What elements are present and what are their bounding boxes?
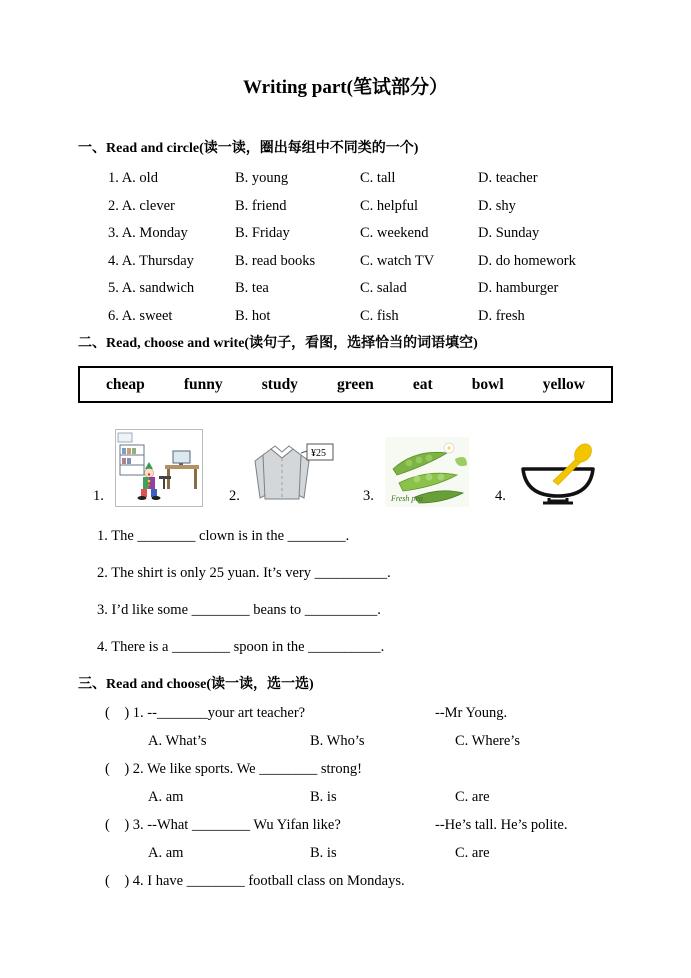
choice-d: D. teacher [478, 170, 538, 186]
choice-d: D. do homework [478, 252, 576, 269]
picture-row [78, 425, 613, 507]
choice-c: C. tall [360, 170, 396, 186]
choice-b: B. tea [235, 280, 269, 296]
question-text: ( ) 2. We like sports. We ________ strong! [105, 761, 362, 777]
study-clown-image [115, 429, 203, 507]
choice-a: 4. A. Thursday [108, 252, 194, 269]
option-a: A. am [148, 845, 184, 861]
question-3 [105, 811, 613, 839]
choice-a: 5. A. sandwich [108, 280, 195, 296]
choice-a: 3. A. Monday [108, 225, 188, 241]
choice-a: 1. A. old [108, 170, 158, 186]
picture-number: 3. [363, 488, 374, 504]
choice-b: B. Friday [235, 225, 290, 241]
section3-heading: 三、Read and choose(读一读，选一选) [78, 677, 314, 692]
word-group-row-1 [108, 165, 613, 193]
word-bank-box [78, 366, 613, 403]
fill-in-sentence-2: 2. The shirt is only 25 yuan. It’s very __________. [97, 565, 391, 581]
choice-b: B. friend [235, 197, 287, 214]
section2-heading: 二、Read, choose and write(读句子，看图，选择恰当的词语填空) [78, 336, 478, 351]
question-text: ( ) 3. --What ________ Wu Yifan like? [105, 817, 341, 833]
question-2 [105, 755, 613, 783]
word-bank-item: eat [412, 376, 433, 393]
word-bank-item: green [337, 376, 374, 393]
fill-in-sentence-1: 1. The ________ clown is in the ________. [97, 528, 350, 544]
question-4 [105, 867, 613, 895]
choice-c: C. fish [360, 307, 399, 324]
page-title: Writing part(笔试部分） [243, 77, 448, 98]
word-group-row-6 [108, 303, 613, 331]
choice-d: D. Sunday [478, 225, 540, 241]
choice-d: D. fresh [478, 307, 525, 324]
choice-b: B. read books [235, 252, 316, 269]
question-text: ( ) 4. I have ________ football class on Mondays. [105, 873, 405, 889]
word-group-row-5 [108, 275, 613, 303]
section3-questions [78, 699, 613, 895]
option-c: C. Where’s [455, 733, 520, 749]
option-b: B. Who’s [310, 733, 365, 749]
fill-in-sentence-3: 3. I’d like some ________ beans to __________. [97, 602, 381, 618]
shirt-image [251, 441, 337, 507]
choice-a: 6. A. sweet [108, 307, 173, 324]
question-1-options [105, 727, 613, 755]
choice-a: 2. A. clever [108, 197, 175, 214]
section1-rows [78, 165, 613, 330]
worksheet-content [78, 137, 613, 895]
option-b: B. is [310, 789, 337, 805]
picture-cell-3 [363, 437, 469, 507]
word-group-row-2 [108, 193, 613, 221]
picture-cell-1 [93, 429, 203, 507]
word-bank-item: cheap [106, 376, 145, 393]
question-3-options [105, 839, 613, 867]
picture-cell-4 [495, 441, 605, 507]
word-bank-item: study [261, 376, 298, 393]
choice-b: B. young [235, 170, 289, 186]
word-bank-item: bowl [471, 376, 504, 393]
word-group-row-4 [108, 248, 613, 276]
choice-c: C. weekend [360, 225, 429, 241]
choice-d: D. shy [478, 197, 516, 214]
picture-number: 2. [229, 488, 240, 504]
picture-number: 4. [495, 488, 506, 504]
option-c: C. are [455, 789, 490, 805]
question-answer: --He’s tall. He’s polite. [435, 817, 568, 833]
option-a: A. What’s [148, 733, 207, 749]
peas-image [385, 437, 469, 507]
word-bank-item: yellow [542, 376, 585, 393]
word-bank-item: funny [183, 376, 223, 393]
fill-in-sentences [78, 525, 613, 658]
choice-b: B. hot [235, 307, 271, 324]
question-text: ( ) 1. --_______your art teacher? [105, 705, 306, 721]
choice-d: D. hamburger [478, 280, 559, 296]
bowl-spoon-image [517, 441, 605, 507]
section1-heading: 一、Read and circle(读一读，圈出每组中不同类的一个) [78, 141, 419, 156]
question-2-options [105, 783, 613, 811]
peas-caption: Fresh pea [391, 494, 423, 503]
fill-in-sentence-4: 4. There is a ________ spoon in the __________. [97, 639, 385, 655]
picture-cell-2 [229, 441, 337, 507]
word-group-row-3 [108, 220, 613, 248]
option-a: A. am [148, 789, 184, 805]
choice-c: C. salad [360, 280, 407, 296]
choice-c: C. watch TV [360, 252, 435, 269]
option-c: C. are [455, 845, 490, 861]
choice-c: C. helpful [360, 197, 418, 214]
price-tag-label: ¥25 [311, 448, 326, 459]
option-b: B. is [310, 845, 337, 861]
picture-number: 1. [93, 488, 104, 504]
question-1 [105, 699, 613, 727]
question-answer: --Mr Young. [435, 705, 508, 721]
